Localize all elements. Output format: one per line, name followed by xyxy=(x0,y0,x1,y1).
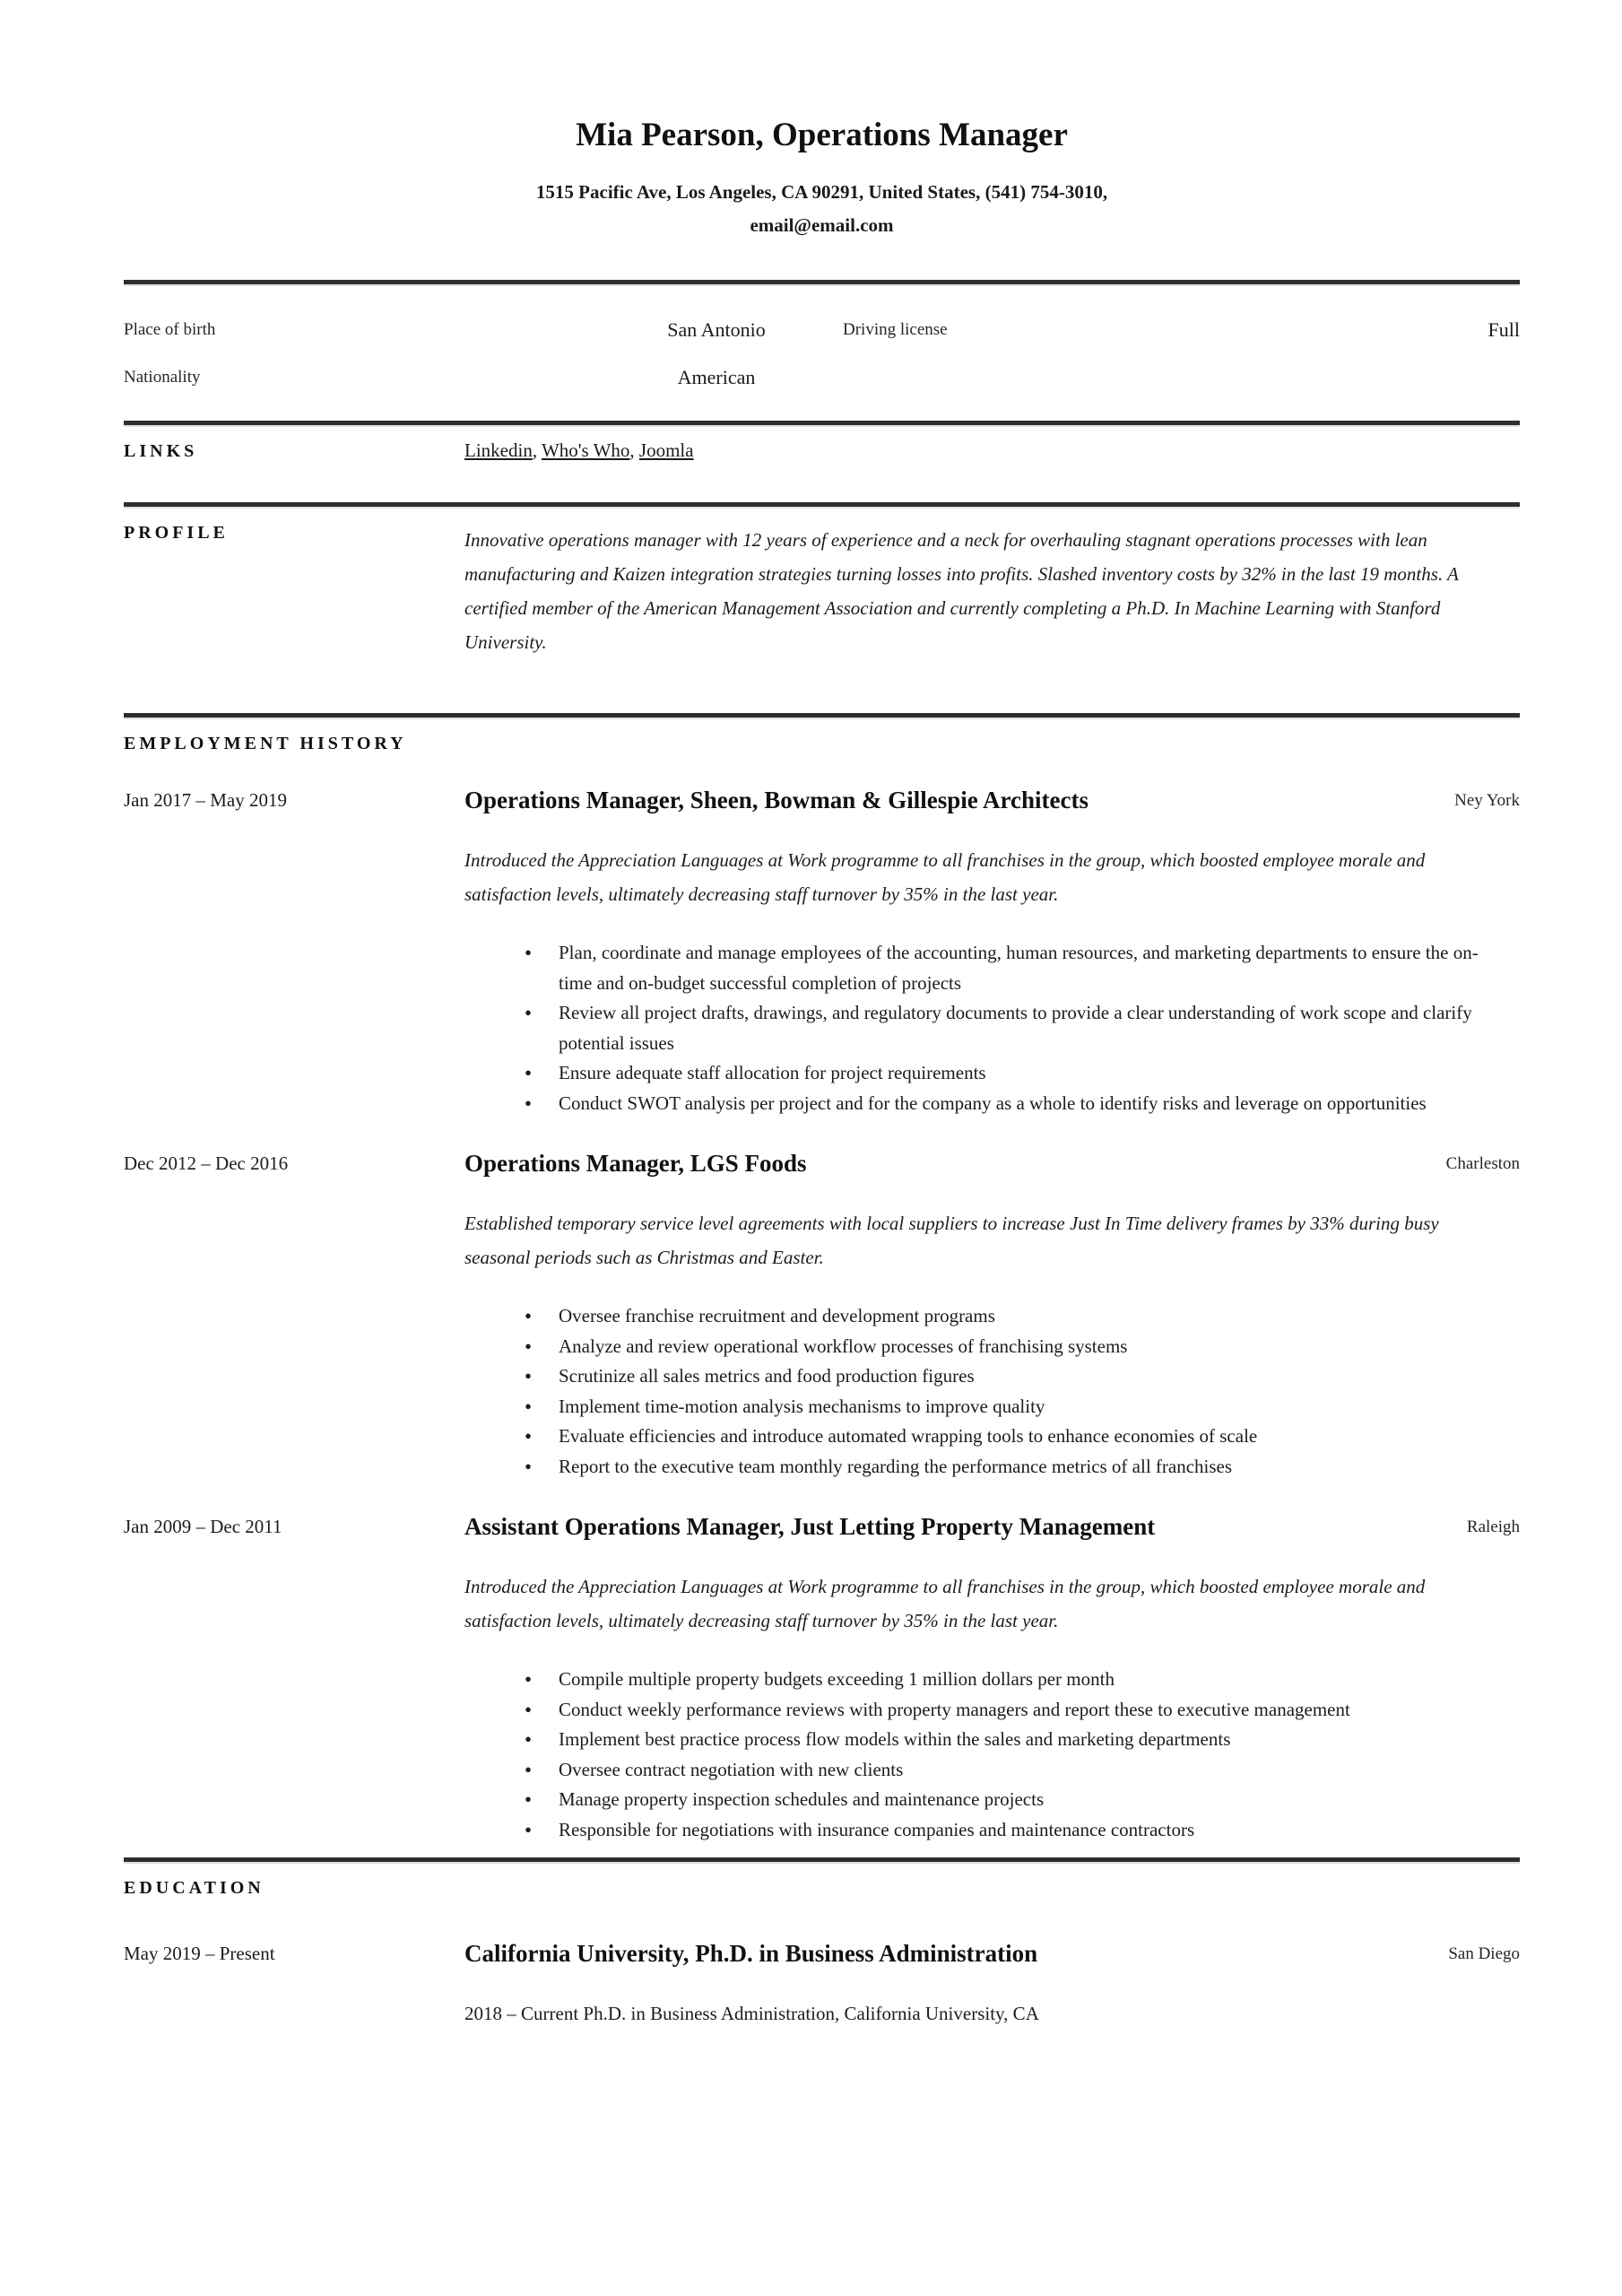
link-whos-who[interactable]: Who's Who xyxy=(541,439,630,461)
job-bullet: • Oversee franchise recruitment and development programs xyxy=(559,1301,1509,1332)
profile-text: Innovative operations manager with 12 years of experience and a neck for overhauling stagnant operations processes with lean manufacturing and Kaizen integration strategies turning losses into profits. Slashed inventory costs by 32% in the last 19 months. A certified member of the American Management Association and currently completing a Ph.D. In Machine Learning with Stanford University. xyxy=(464,529,1459,653)
education-summary: 2018 – Current Ph.D. in Business Administration, California University, CA xyxy=(464,2003,1039,2024)
education-dates: May 2019 – Present xyxy=(124,1943,275,1964)
education-location: San Diego xyxy=(1448,1944,1520,1963)
job-dates: Jan 2017 – May 2019 xyxy=(124,789,287,811)
education-entry xyxy=(124,1935,1520,2029)
contact-info xyxy=(124,176,1520,242)
job-bullet: • Evaluate efficiencies and introduce automated wrapping tools to enhance economies of scale xyxy=(559,1422,1509,1452)
employment-heading: EMPLOYMENT HISTORY xyxy=(124,734,407,753)
page-title: Mia Pearson, Operations Manager xyxy=(576,117,1068,153)
job-bullet-list xyxy=(464,1665,1509,1845)
place-of-birth-label: Place of birth xyxy=(124,319,216,339)
job-location: Ney York xyxy=(1454,791,1520,810)
education-title: California University, Ph.D. in Business Administration xyxy=(464,1940,1038,1967)
job-dates: Dec 2012 – Dec 2016 xyxy=(124,1152,289,1174)
job-bullet: • Scrutinize all sales metrics and food production figures xyxy=(559,1361,1509,1392)
job-bullet: • Implement time-motion analysis mechanisms to improve quality xyxy=(559,1392,1509,1422)
employment-section xyxy=(124,718,1520,755)
job-title: Operations Manager, LGS Foods xyxy=(464,1150,807,1177)
driving-license-label: Driving license xyxy=(843,319,948,339)
job-dates: Jan 2009 – Dec 2011 xyxy=(124,1516,282,1537)
job-title: Assistant Operations Manager, Just Letting Property Management xyxy=(464,1513,1156,1540)
job-bullet: • Conduct SWOT analysis per project and for the company as a whole to identify risks and leverage on opportunities xyxy=(559,1089,1509,1119)
job-location: Charleston xyxy=(1445,1154,1520,1173)
profile-section xyxy=(124,507,1520,713)
link-joomla[interactable]: Joomla xyxy=(638,439,694,461)
links-section xyxy=(124,425,1520,502)
job-entry xyxy=(124,1145,1520,1482)
contact-line-1: 1515 Pacific Ave, Los Angeles, CA 90291, United States, (541) 754-3010, xyxy=(535,181,1108,203)
personal-details xyxy=(124,284,1520,421)
place-of-birth-value: San Antonio xyxy=(667,317,766,341)
job-entry xyxy=(124,1509,1520,1845)
nationality-label: Nationality xyxy=(124,367,201,387)
job-summary: Established temporary service level agreements with local suppliers to increase Just In Time delivery frames by 33% during busy seasonal periods such as Christmas and Easter. xyxy=(464,1213,1439,1268)
job-bullet-list xyxy=(464,1301,1509,1482)
education-heading: EDUCATION xyxy=(124,1878,265,1898)
detail-row-nationality xyxy=(124,353,1520,401)
job-location: Raleigh xyxy=(1466,1518,1520,1536)
job-bullet: • Plan, coordinate and manage employees of the accounting, human resources, and marketing departments to ensure the on-time and on-budget successful completion of projects xyxy=(559,938,1509,998)
links-heading: LINKS xyxy=(124,441,198,461)
job-entry xyxy=(124,782,1520,1118)
job-bullet: • Analyze and review operational workflow processes of franchising systems xyxy=(559,1332,1509,1362)
link-separator: , xyxy=(629,439,639,461)
job-bullet: • Ensure adequate staff allocation for project requirements xyxy=(559,1058,1509,1089)
job-bullet: • Implement best practice process flow models within the sales and marketing departments xyxy=(559,1725,1509,1755)
contact-line-2: email@email.com xyxy=(750,214,894,236)
job-bullet: • Responsible for negotiations with insurance companies and maintenance contractors xyxy=(559,1815,1509,1846)
job-bullet: • Report to the executive team monthly regarding the performance metrics of all franchises xyxy=(559,1452,1509,1483)
link-linkedin[interactable]: Linkedin xyxy=(464,439,533,461)
job-title: Operations Manager, Sheen, Bowman & Gillespie Architects xyxy=(464,787,1089,813)
job-bullet: • Oversee contract negotiation with new clients xyxy=(559,1755,1509,1786)
links-list xyxy=(464,439,1520,462)
job-summary: Introduced the Appreciation Languages at Work programme to all franchises in the group, which boosted employee morale and satisfaction levels, ultimately decreasing staff turnover by 35% in the last year. xyxy=(464,1576,1426,1631)
job-summary: Introduced the Appreciation Languages at Work programme to all franchises in the group, which boosted employee morale and satisfaction levels, ultimately decreasing staff turnover by 35% in the last year. xyxy=(464,849,1426,905)
profile-heading: PROFILE xyxy=(124,523,229,543)
job-bullet: • Manage property inspection schedules and maintenance projects xyxy=(559,1785,1509,1815)
resume-header xyxy=(124,0,1520,242)
nationality-value: American xyxy=(677,365,756,388)
link-separator: , xyxy=(532,439,542,461)
job-bullet: • Compile multiple property budgets exceeding 1 million dollars per month xyxy=(559,1665,1509,1695)
education-section xyxy=(124,1862,1520,1900)
job-bullet-list xyxy=(464,938,1509,1118)
job-bullet: • Review all project drafts, drawings, and regulatory documents to provide a clear understanding of work scope and clarify potential issues xyxy=(559,998,1509,1058)
driving-license-value: Full xyxy=(1488,317,1520,341)
job-bullet: • Conduct weekly performance reviews with property managers and report these to executive management xyxy=(559,1695,1509,1726)
detail-row-birth-license xyxy=(124,306,1520,353)
